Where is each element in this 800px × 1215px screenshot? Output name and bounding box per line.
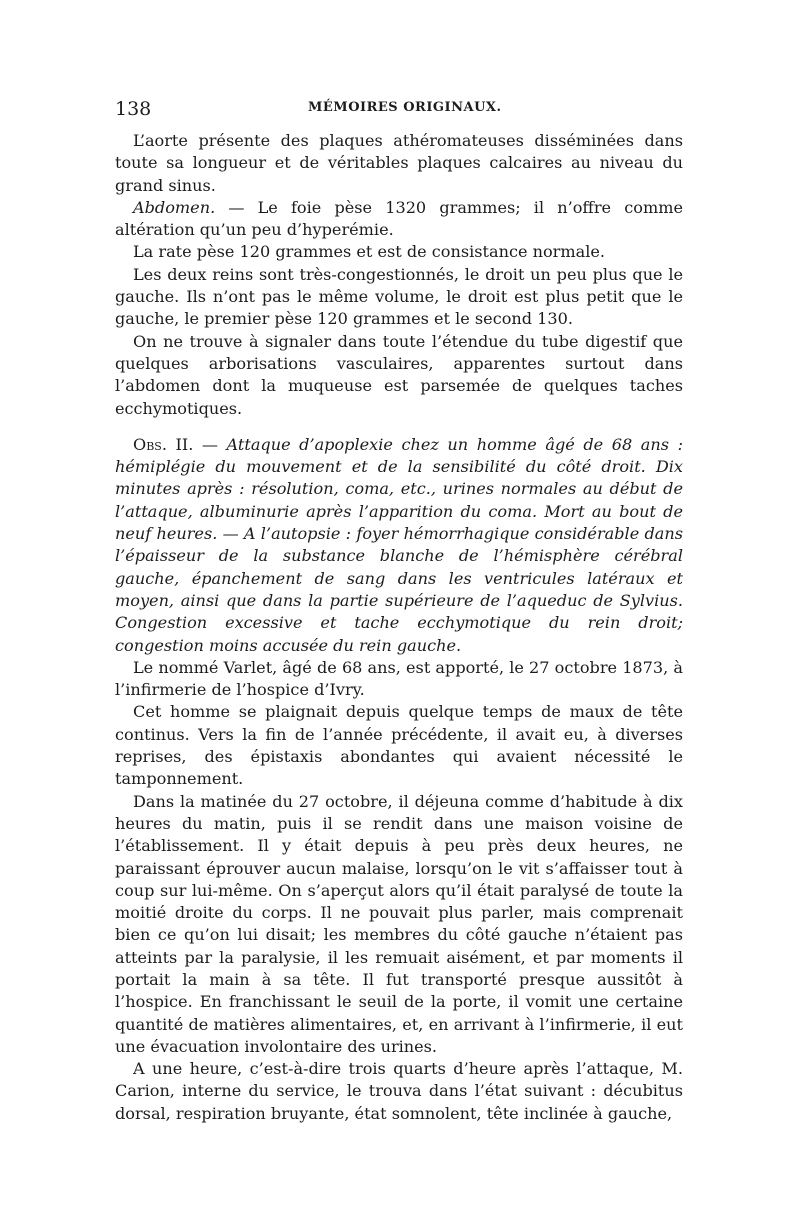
observation-summary-text: — Attaque d’apoplexie chez un homme âgé de 68 ans : hémiplégie du mouvement et de la sensibilité du côté droit. Dix minutes après : résolution, coma, etc., urines normales au début de l’attaque, albuminurie après l’apparition du coma. Mort au bout de neuf heures. — A l’autopsie : foyer hémorrhagique considérable dans l’épaisseur de la substance blanche de l’hémisphère cérébral gauche, épanchement de sang dans les ventricules latéraux et moyen, ainsi que dans la partie supérieure de l’aqueduc de Sylvius. Congestion excessive et tache ecchymotique du rein droit; congestion moins accusée du rein gauche. [115, 434, 683, 655]
paragraph-digestive-tube: On ne trouve à signaler dans toute l’étendue du tube digestif que quelques arborisations vasculaires, apparentes surtout dans l’abdomen dont la muqueuse est parsemée de quelques taches ecchymotiques. [115, 331, 683, 418]
abdomen-text: — Le foie pèse 1320 grammes; il n’offre comme altération qu’un peu d’hyperémie. [115, 197, 683, 240]
paragraph-patient-intro: Le nommé Varlet, âgé de 68 ans, est apporté, le 27 octobre 1873, à l’infirmerie de l’hospice d’Ivry. [115, 657, 683, 700]
abdomen-label: Abdomen. [133, 197, 216, 217]
book-page [115, 98, 683, 1125]
paragraph-kidneys: Les deux reins sont très-congestionnés, le droit un peu plus que le gauche. Ils n’ont pas le même volume, le droit est plus petit que le gauche, le premier pèse 120 grammes et le second 130. [115, 264, 683, 329]
paragraph-exam: A une heure, c’est-à-dire trois quarts d’heure après l’attaque, M. Carion, interne du service, le trouva dans l’état suivant : décubitus dorsal, respiration bruyante, état somnolent, tête inclinée à gauche, [115, 1059, 683, 1123]
paragraph-spleen: La rate pèse 120 grammes et est de consistance normale. [133, 242, 605, 262]
page-number: 138 [115, 98, 152, 120]
observation-summary [115, 434, 683, 657]
body-text [115, 130, 683, 1125]
observation-label: Obs. II. [133, 434, 194, 454]
paragraph-attack: Dans la matinée du 27 octobre, il déjeuna comme d’habitude à dix heures du matin, puis il se rendit dans une maison voisine de l’établissement. Il y était depuis à peu près deux heures, ne paraissant éprouver aucun malaise, lorsqu’on le vit s’affaisser tout à coup sur lui-même. On s’aperçut alors qu’il était paralysé de toute la moitié droite du corps. Il ne pouvait plus parler, mais comprenait bien ce qu’on lui disait; les membres du côté gauche n’étaient pas atteints par la paralysie, il les remuait aisément, et par moments il portait la main à sa tête. Il fut transporté presque aussitôt à l’hospice. En franchissant le seuil de la porte, il vomit une certaine quantité de matières alimentaires, et, en arrivant à l’infirmerie, il eut une évacuation involontaire des urines. [115, 791, 683, 1056]
paragraph-abdomen [115, 197, 683, 242]
paragraph-history: Cet homme se plaignait depuis quelque temps de maux de tête continus. Vers la fin de l’année précédente, il avait eu, à diverses reprises, des épistaxis abondantes qui avaient nécessité le tamponnement. [115, 702, 683, 789]
paragraph-aorta: L’aorte présente des plaques athéromateuses disséminées dans toute sa longueur et de véritables plaques calcaires au niveau du grand sinus. [115, 131, 683, 195]
running-title: MÉMOIRES ORIGINAUX. [308, 100, 502, 115]
page-header [115, 98, 683, 122]
